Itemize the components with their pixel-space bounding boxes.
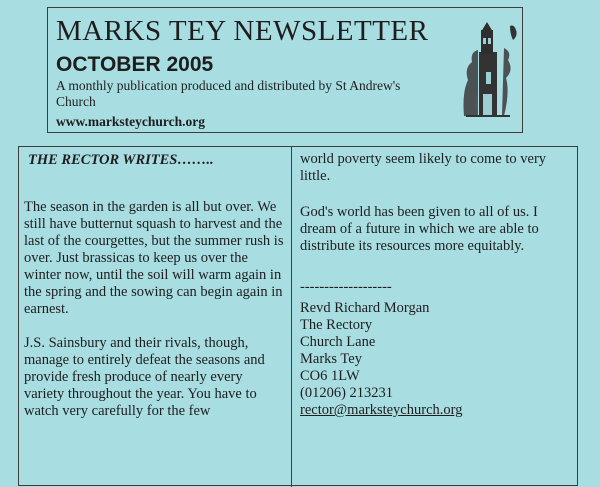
church-illustration <box>458 22 518 122</box>
address-line: The Rectory <box>300 317 373 333</box>
signature-block <box>300 296 575 419</box>
address-line: Church Lane <box>300 334 376 350</box>
paragraph-gods-world: God's world has been given to all of us. I dream of a future in which we are able to distribute its resources more equitably. <box>300 204 539 254</box>
left-column <box>24 147 286 420</box>
email-link[interactable]: rector@marksteychurch.org <box>300 402 463 418</box>
article-table <box>18 146 578 486</box>
postcode: CO6 1LW <box>300 368 360 384</box>
newsletter-title: MARKS TEY NEWSLETTER <box>56 15 429 47</box>
address-line: Marks Tey <box>300 351 362 367</box>
signature-name: Revd Richard Morgan <box>300 300 430 316</box>
right-column <box>300 147 575 419</box>
paragraph-sainsbury: J.S. Sainsbury and their rivals, though, manage to entirely defeat the seasons and provide fresh produce of nearly every variety throughout the year. You have to watch very carefully for the few <box>24 335 265 419</box>
paragraph-continued: world poverty seem likely to come to very little. <box>300 151 547 184</box>
column-divider <box>291 147 292 487</box>
phone-number: (01206) 213231 <box>300 385 394 401</box>
signature-separator: ------------------- <box>300 279 392 295</box>
masthead <box>47 7 523 133</box>
website-url[interactable]: www.marksteychurch.org <box>56 114 205 129</box>
issue-date: OCTOBER 2005 <box>56 53 214 76</box>
publication-note: A monthly publication produced and distributed by St Andrew's Church <box>56 78 401 109</box>
paragraph-garden: The season in the garden is all but over. We still have butternut squash to harvest and the last of the courgettes, but the summer rush is over. Just brassicas to keep us over the winter now, until the soil will warm again in the spring and the sowing can begin again in earnest. <box>24 199 284 317</box>
section-heading: THE RECTOR WRITES…….. <box>28 152 214 168</box>
